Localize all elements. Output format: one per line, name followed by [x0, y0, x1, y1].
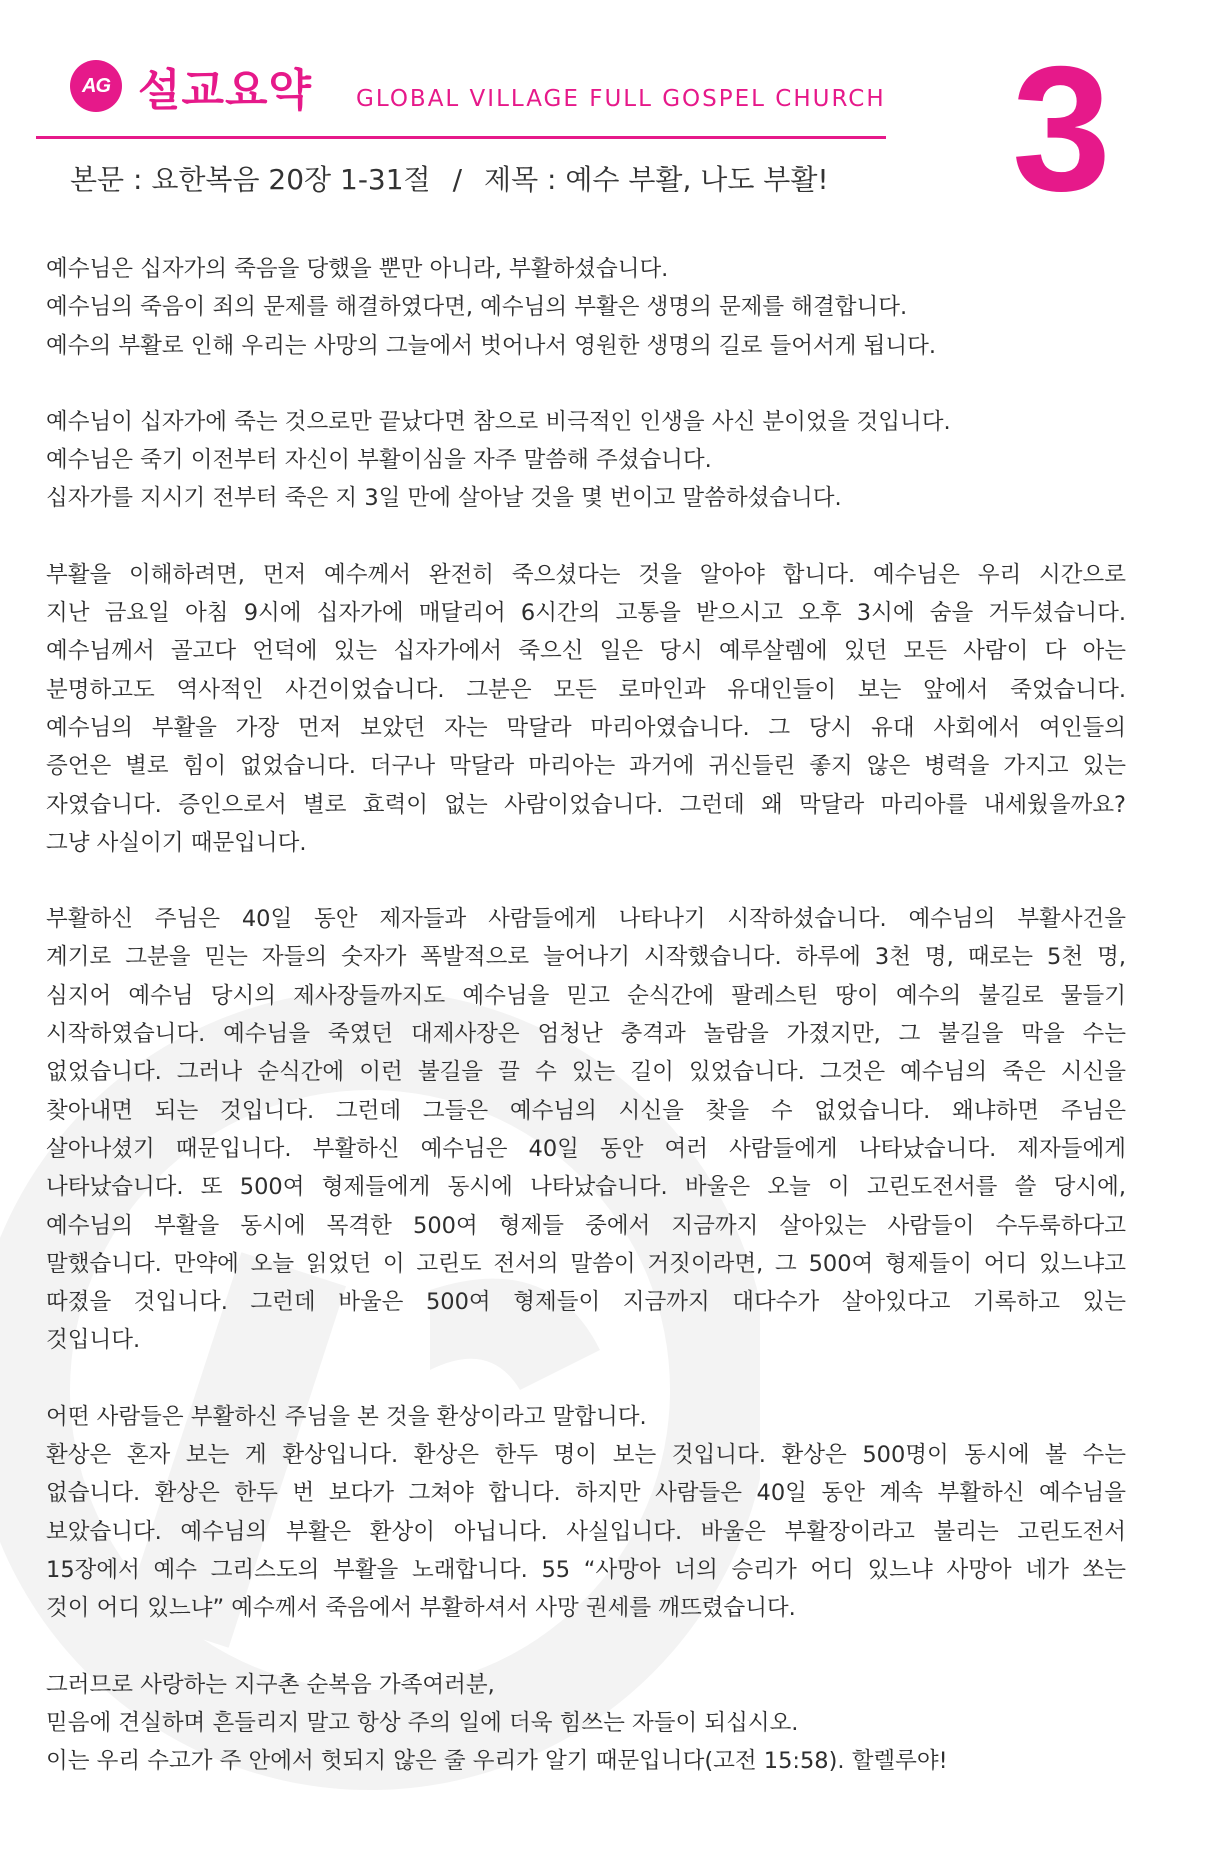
- text-line: 예수의 부활로 인해 우리는 사망의 그늘에서 벗어나서 영원한 생명의 길로 들어서게 됩니다.: [46, 332, 937, 359]
- text-line: 예수님이 십자가에 죽는 것으로만 끝났다면 참으로 비극적인 인생을 사신 분이었을 것입니다.: [46, 408, 951, 435]
- text-line: 그냥 사실이기 때문입니다.: [46, 829, 307, 856]
- issue-number: 3: [1012, 29, 1111, 228]
- text-line: 예수님의 부활을 동시에 목격한 500여 형제들 중에서 지금까지 살아있는 사람들이 수두룩하다고: [46, 1212, 1126, 1239]
- text-line: 예수님께서 골고다 언덕에 있는 십자가에서 죽으신 일은 당시 예루살렘에 있던 모든 사람이 다 아는: [46, 638, 1126, 665]
- paragraph-1: [46, 250, 1126, 365]
- sermon-body: [46, 250, 1126, 1818]
- header-divider: [36, 136, 886, 139]
- text-line: 예수님은 십자가의 죽음을 당했을 뿐만 아니라, 부활하셨습니다.: [46, 256, 669, 282]
- page-title: 설교요약: [138, 65, 313, 116]
- text-line: 자였습니다. 증인으로서 별로 효력이 없는 사람이었습니다. 그런데 왜 막달라 마리아를 내세웠을까요?: [46, 791, 1126, 818]
- text-line: 시작하였습니다. 예수님을 죽였던 대제사장은 엄청난 충격과 놀람을 가졌지만, 그 불길을 막을 수는: [46, 1021, 1126, 1048]
- reference-separator: /: [452, 163, 463, 196]
- text-line: 찾아내면 되는 것입니다. 그런데 그들은 예수님의 시신을 찾을 수 없었습니다. 왜냐하면 주님은: [46, 1097, 1126, 1124]
- text-line: 환상은 혼자 보는 게 환상입니다. 환상은 한두 명이 보는 것입니다. 환상은 500명이 동시에 볼 수는: [46, 1442, 1126, 1469]
- text-line: 말했습니다. 만약에 오늘 읽었던 이 고린도 전서의 말씀이 거짓이라면, 그 500여 형제들이 어디 있느냐고: [46, 1250, 1126, 1277]
- text-line: 증언은 별로 힘이 없었습니다. 더구나 막달라 마리아는 과거에 귀신들린 좋지 않은 병력을 가지고 있는: [46, 753, 1126, 780]
- text-line: 어떤 사람들은 부활하신 주님을 본 것을 환상이라고 말합니다.: [46, 1403, 647, 1430]
- text-line: 믿음에 견실하며 흔들리지 말고 항상 주의 일에 더욱 힘쓰는 자들이 되십시오.: [46, 1709, 799, 1736]
- text-line: 것입니다.: [46, 1327, 141, 1354]
- text-line: 계기로 그분을 믿는 자들의 숫자가 폭발적으로 늘어나기 시작했습니다. 하루에 3천 명, 때로는 5천 명,: [46, 944, 1126, 971]
- text-line: 지난 금요일 아침 9시에 십자가에 매달리어 6시간의 고통을 받으시고 오후 3시에 숨을 거두셨습니다.: [46, 600, 1126, 627]
- text-line: 그러므로 사랑하는 지구촌 순복음 가족여러분,: [46, 1671, 495, 1698]
- text-line: 없습니다. 환상은 한두 번 보다가 그쳐야 합니다. 하지만 사람들은 40일 동안 계속 부활하신 예수님을: [46, 1480, 1126, 1507]
- paragraph-4: [46, 900, 1126, 1360]
- paragraph-3: [46, 556, 1126, 862]
- text-line: 분명하고도 역사적인 사건이었습니다. 그분은 모든 로마인과 유대인들이 보는 앞에서 죽었습니다.: [46, 676, 1126, 703]
- sermon-title: 제목 : 예수 부활, 나도 부활!: [484, 163, 829, 196]
- paragraph-6: [46, 1666, 1126, 1781]
- text-line: 따졌을 것입니다. 그런데 바울은 500여 형제들이 지금까지 대다수가 살아있다고 기록하고 있는: [46, 1289, 1126, 1316]
- text-line: 부활을 이해하려면, 먼저 예수께서 완전히 죽으셨다는 것을 알아야 합니다. 예수님은 우리 시간으로: [46, 561, 1126, 588]
- text-line: 살아나셨기 때문입니다. 부활하신 예수님은 40일 동안 여러 사람들에게 나타났습니다. 제자들에게: [46, 1135, 1126, 1162]
- text-line: 나타났습니다. 또 500여 형제들에게 동시에 나타났습니다. 바울은 오늘 이 고린도전서를 쓸 당시에,: [46, 1174, 1126, 1201]
- text-line: 예수님의 부활을 가장 먼저 보았던 자는 막달라 마리아였습니다. 그 당시 유대 사회에서 여인들의: [46, 714, 1126, 741]
- scripture-reference: 본문 : 요한복음 20장 1-31절: [70, 163, 431, 196]
- text-line: 것이 어디 있느냐” 예수께서 죽음에서 부활하셔서 사망 권세를 깨뜨렸습니다.: [46, 1595, 796, 1622]
- paragraph-2: [46, 403, 1126, 518]
- text-line: 부활하신 주님은 40일 동안 제자들과 사람들에게 나타나기 시작하셨습니다. 예수님의 부활사건을: [46, 906, 1126, 933]
- document-header: [36, 50, 896, 140]
- text-line: 15장에서 예수 그리스도의 부활을 노래합니다. 55 “사망아 너의 승리가 어디 있느냐 사망아 네가 쏘는: [46, 1556, 1126, 1583]
- church-logo: AG: [70, 60, 122, 112]
- text-line: 이는 우리 수고가 주 안에서 헛되지 않은 줄 우리가 알기 때문입니다(고전 15:58). 할렐루야!: [46, 1748, 948, 1775]
- text-line: 예수님의 죽음이 죄의 문제를 해결하였다면, 예수님의 부활은 생명의 문제를 해결합니다.: [46, 294, 908, 321]
- text-line: 십자가를 지시기 전부터 죽은 지 3일 만에 살아날 것을 몇 번이고 말씀하셨습니다.: [46, 485, 842, 512]
- text-line: 없었습니다. 그러나 순식간에 이런 불길을 끌 수 있는 길이 있었습니다. 그것은 예수님의 죽은 시신을: [46, 1059, 1126, 1086]
- sermon-reference: [70, 158, 829, 198]
- text-line: 보았습니다. 예수님의 부활은 환상이 아닙니다. 사실입니다. 바울은 부활장이라고 불리는 고린도전서: [46, 1518, 1126, 1545]
- text-line: 예수님은 죽기 이전부터 자신이 부활이심을 자주 말씀해 주셨습니다.: [46, 447, 712, 474]
- paragraph-5: [46, 1398, 1126, 1628]
- church-name: GLOBAL VILLAGE FULL GOSPEL CHURCH: [356, 86, 886, 112]
- text-line: 심지어 예수님 당시의 제사장들까지도 예수님을 믿고 순식간에 팔레스틴 땅이 예수의 불길로 물들기: [46, 982, 1126, 1009]
